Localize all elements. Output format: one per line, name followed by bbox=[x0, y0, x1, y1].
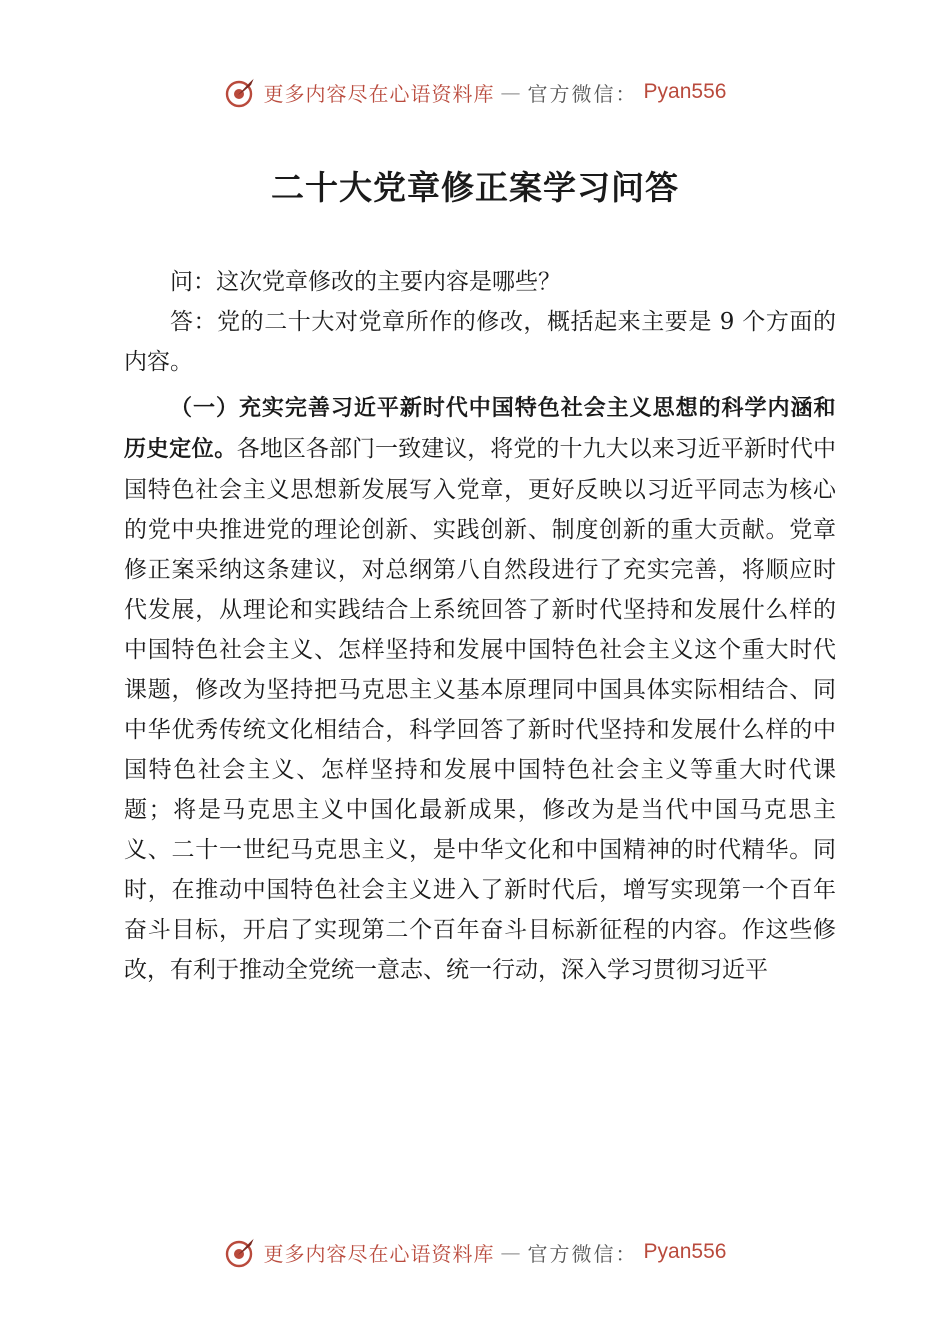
section-1-body: 各地区各部门一致建议，将党的十九大以来习近平新时代中国特色社会主义思想新发展写入党章，更好反映以习近平同志为核心的党中央推进党的理论创新、实践创新、制度创新的重大贡献。党章修正案采纳这条建议，对总纲第八自然段进行了充实完善，将顺应时代发展，从理论和实践结合上系统回答了新时代坚持和发展什么样的中国特色社会主义、怎样坚持和发展中国特色社会主义这个重大时代课题，修改为坚持把马克思主义基本原理同中国具体实际相结合、同中华优秀传统文化相结合，科学回答了新时代坚持和发展什么样的中国特色社会主义、怎样坚持和发展中国特色社会主义等重大时代课题；将是马克思主义中国化最新成果，修改为是当代中国马克思主义、二十一世纪马克思主义，是中华文化和中国精神的时代精华。同时，在推动中国特色社会主义进入了新时代后，增写实现第一个百年奋斗目标，开启了实现第二个百年奋斗目标新征程的内容。作这些修改，有利于推动全党统一意志、统一行动，深入学习贯彻习近平 bbox=[124, 436, 836, 983]
question-paragraph: 问：这次党章修改的主要内容是哪些？ bbox=[170, 269, 561, 295]
header-banner bbox=[0, 72, 950, 112]
document-body bbox=[124, 262, 836, 990]
answer-paragraph: 答：党的二十大对党章所作的修改，概括起来主要是 9 个方面的内容。 bbox=[124, 309, 836, 375]
banner-separator: — bbox=[500, 1240, 522, 1264]
document-title: 二十大党章修正案学习问答 bbox=[271, 168, 679, 207]
section-1-paragraph bbox=[124, 388, 836, 990]
footer-banner bbox=[0, 1232, 950, 1272]
banner-separator: — bbox=[500, 80, 522, 104]
quill-circle-logo-icon bbox=[224, 1235, 258, 1269]
banner-wechat-id: Pyan556 bbox=[643, 80, 727, 103]
banner-slogan: 更多内容尽在心语资料库 bbox=[263, 81, 495, 106]
banner-wechat-label: 官方微信： bbox=[527, 81, 638, 106]
banner-wechat-label: 官方微信： bbox=[527, 1241, 638, 1266]
banner-slogan: 更多内容尽在心语资料库 bbox=[263, 1241, 495, 1266]
quill-circle-logo-icon bbox=[224, 75, 258, 109]
section-1-heading: （一）充实完善习近平新时代中国特色社会主义思想的科学内涵和历史定位。 bbox=[124, 396, 836, 462]
banner-wechat-id: Pyan556 bbox=[643, 1240, 727, 1263]
